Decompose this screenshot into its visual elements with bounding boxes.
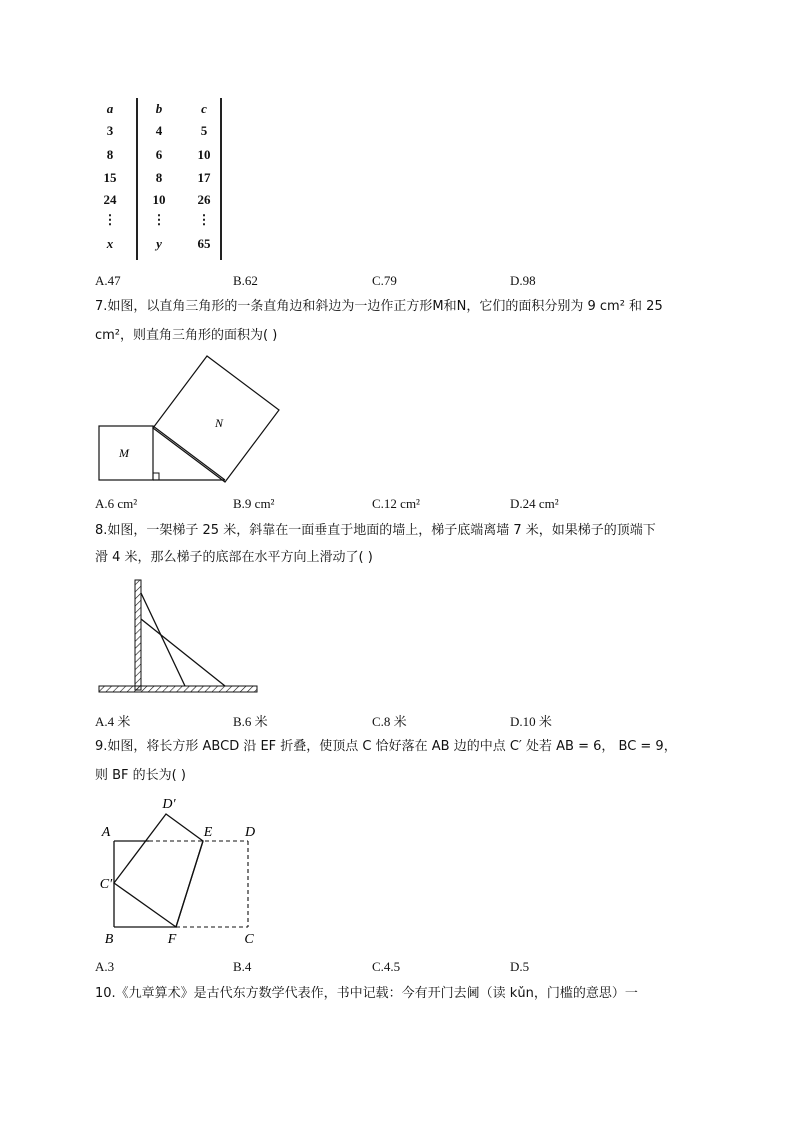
table-header-c: c xyxy=(201,101,207,116)
q8-option-d[interactable]: D.10 米 xyxy=(510,714,552,729)
label-e: E xyxy=(203,825,213,840)
q8-option-c[interactable]: C.8 米 xyxy=(372,714,407,729)
q7-option-d[interactable]: D.24 cm² xyxy=(510,496,559,511)
table-header-b: b xyxy=(155,101,163,116)
q8-ladder-figure xyxy=(95,575,260,700)
q6-option-b[interactable]: B.62 xyxy=(233,273,258,288)
ground xyxy=(99,686,257,692)
table-cell: 5 xyxy=(200,123,208,138)
label-f: F xyxy=(167,932,177,947)
table-cell: x xyxy=(106,236,114,251)
q9-option-d[interactable]: D.5 xyxy=(510,959,530,974)
label-a: A xyxy=(101,825,111,840)
q9-option-c[interactable]: C.4.5 xyxy=(372,959,401,974)
table-cell: y xyxy=(156,236,162,251)
q7-question-line2: cm²，则直角三角形的面积为( ) xyxy=(95,328,278,343)
folded-quad xyxy=(114,814,203,927)
table-cell: ⋮ xyxy=(197,212,211,227)
q9-fold-figure xyxy=(93,790,268,955)
table-cell: 10 xyxy=(197,147,211,162)
q6-option-d[interactable]: D.98 xyxy=(510,273,536,288)
label-m: M xyxy=(119,446,129,460)
q6-option-a[interactable]: A.47 xyxy=(95,273,121,288)
q7-option-b[interactable]: B.9 cm² xyxy=(233,496,275,511)
table-cell: 3 xyxy=(106,123,114,138)
label-d-prime: D′ xyxy=(162,797,176,812)
q6-option-c[interactable]: C.79 xyxy=(372,273,397,288)
q8-question-line1: 8.如图，一架梯子 25 米，斜靠在一面垂直于地面的墙上，梯子底端离墙 7 米，如果梯子的顶端下 xyxy=(95,523,656,538)
table-divider-left xyxy=(136,98,138,260)
table-cell: ⋮ xyxy=(152,212,166,227)
table-cell: 8 xyxy=(155,170,163,185)
table-cell: 15 xyxy=(103,170,117,185)
label-b: B xyxy=(104,932,114,947)
q7-option-c[interactable]: C.12 cm² xyxy=(372,496,420,511)
q8-option-a[interactable]: A.4 米 xyxy=(95,714,131,729)
crease-ef xyxy=(176,841,203,927)
label-n: N xyxy=(214,416,224,430)
table-cell: ⋮ xyxy=(103,212,117,227)
triangle-hypotenuse xyxy=(153,426,225,480)
wall xyxy=(135,580,141,690)
ladder-original xyxy=(141,593,185,686)
label-c: C xyxy=(244,932,254,947)
q7-option-a[interactable]: A.6 cm² xyxy=(95,496,138,511)
q9-option-a[interactable]: A.3 xyxy=(95,959,115,974)
table-divider-right xyxy=(220,98,222,260)
label-d: D xyxy=(244,825,256,840)
right-angle-mark xyxy=(153,473,159,480)
table-cell: 8 xyxy=(106,147,114,162)
ladder-slid xyxy=(141,619,225,686)
label-c-prime: C′ xyxy=(99,877,113,892)
table-cell: 17 xyxy=(197,170,211,185)
q9-question-line2: 则 BF 的长为( ) xyxy=(95,768,186,783)
q10-question-line1: 10.《九章算术》是古代东方数学代表作，书中记载：今有开门去阃（读 kǔn，门槛的意思）一 xyxy=(95,986,638,1001)
table-header-a: a xyxy=(106,101,114,116)
table-cell: 24 xyxy=(103,192,117,207)
q7-question-line1: 7.如图，以直角三角形的一条直角边和斜边为一边作正方形M和N，它们的面积分别为 9 cm² 和 25 xyxy=(95,299,663,314)
table-cell: 65 xyxy=(197,236,211,251)
table-cell: 6 xyxy=(155,147,163,162)
table-cell: 4 xyxy=(155,123,163,138)
q8-option-b[interactable]: B.6 米 xyxy=(233,714,268,729)
q7-squares-figure xyxy=(95,355,285,485)
q9-question-line1: 9.如图，将长方形 ABCD 沿 EF 折叠，使顶点 C 恰好落在 AB 边的中点 C′ 处若 AB = 6， BC = 9， xyxy=(95,739,677,754)
q9-option-b[interactable]: B.4 xyxy=(233,959,252,974)
q8-question-line2: 滑 4 米，那么梯子的底部在水平方向上滑动了( ) xyxy=(95,550,373,565)
table-cell: 10 xyxy=(152,192,166,207)
table-cell: 26 xyxy=(197,192,211,207)
